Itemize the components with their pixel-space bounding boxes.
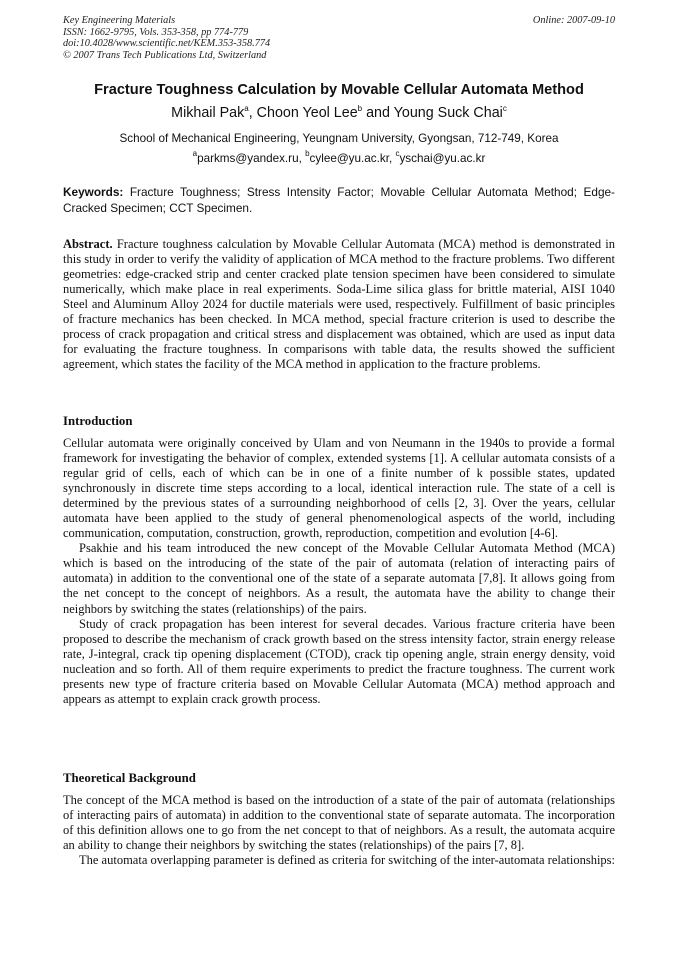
keywords-text: Fracture Toughness; Stress Intensity Factor; Movable Cellular Automata Method; Edge-Cracked Specimen; CCT Specimen.	[63, 185, 615, 215]
author-affil-mark: c	[502, 104, 507, 113]
author-emails	[40, 151, 638, 166]
email-mark: b	[305, 149, 310, 158]
copyright-line: © 2007 Trans Tech Publications Ltd, Switzerland	[63, 49, 267, 61]
author-name: Choon Yeol Lee	[256, 105, 358, 121]
abstract-block	[63, 237, 615, 372]
doi-line[interactable]: doi:10.4028/www.scientific.net/KEM.353-358.774	[63, 38, 271, 50]
paragraph: Cellular automata were originally conceived by Ulam and von Neumann in the 1940s to provide a formal framework for investigating the behavior of complex, extended systems [1]. A cellular automata consists of a regular grid of cells, each of which can be in one of a finite number of k possible states, updated synchronously in discrete time steps according to a local, identical interaction rule. The state of a cell is determined by the previous states of a surrounding neighborhood of cells [2, 3]. Over the years, cellular automata have been applied to the study of general phenomenological aspects of the world, including communication, computation, construction, growth, reproduction, competition and evolution [4-6].	[63, 436, 615, 541]
journal-name: Key Engineering Materials	[63, 15, 176, 26]
email-mark: c	[395, 149, 400, 158]
introduction-body	[63, 436, 615, 707]
abstract-label: Abstract.	[63, 237, 113, 251]
email-link[interactable]: cylee@yu.ac.kr,	[309, 152, 396, 165]
paragraph: The concept of the MCA method is based on the introduction of a state of the pair of automata (relationships of interacting pairs of automata) in addition to the conventional state of separate automata. The incorporation of this definition allows one to go from the net concept to that of neighbors. As a result, the automata acquire an ability to change their neighbors by switching the states (relationships) of the pairs [7, 8].	[63, 793, 615, 853]
author-name: Young Suck Chai	[393, 105, 503, 121]
paragraph: Study of crack propagation has been interest for several decades. Various fracture criteria have been proposed to describe the mechanism of crack growth based on the stress intensity factor, strain energy release rate, J-integral, crack tip opening displacement (CTOD), crack tip opening angle, strain energy density, void nucleation and so forth. All of them require experiments to predict the fracture toughness. The current work presents new type of fracture criteria based on Movable Cellular Automata (MCA) method approach and appears as attempt to explain crack growth process.	[63, 616, 615, 706]
keywords-label: Keywords:	[63, 185, 124, 199]
issn-line: ISSN: 1662-9795, Vols. 353-358, pp 774-779	[63, 26, 249, 38]
author-name: Mikhail Pak	[171, 105, 245, 121]
keywords-block	[63, 184, 615, 216]
email-mark: a	[192, 149, 198, 158]
paragraph: Psakhie and his team introduced the new concept of the Movable Cellular Automata Method (MCA) which is based on the introducing of the state of the pair of automata (relation of interacting pairs of automata) in addition to the conventional one of the state of a separate automata [7,8]. It allows going from the net concept to the concept of neighbors. As a result, the automata have the ability to change their neighbors by switching the states (relationships) of the pairs.	[63, 541, 615, 616]
paper-title: Fracture Toughness Calculation by Movable Cellular Automata Method	[94, 82, 584, 98]
theory-body	[63, 793, 615, 868]
author-separator: ,	[248, 105, 257, 121]
section-heading-theory: Theoretical Background	[63, 771, 196, 785]
author-list	[40, 104, 638, 122]
author-affil-mark: a	[244, 104, 249, 113]
email-link[interactable]: parkms@yandex.ru,	[197, 152, 306, 165]
online-date: Online: 2007-09-10	[532, 15, 615, 26]
author-separator: and	[362, 105, 394, 121]
paragraph: The automata overlapping parameter is defined as criteria for switching of the inter-automata relationships:	[79, 853, 616, 868]
abstract-text: Fracture toughness calculation by Movable Cellular Automata (MCA) method is demonstrated in this study in order to verify the validity of application of MCA method to the fracture problems. Two different geometries: edge-cracked strip and center cracked plate tension specimen have been considered to simulate numerically, which make place in real experiments. Soda-Lime silica glass for brittle material, AISI 1040 Steel and Aluminum Alloy 2024 for ductile materials were used, respectively. Fulfillment of basic principles of fracture mechanics has been checked. In MCA method, special fracture criterion is used to describe the process of crack propagation and critical stress and displacement was obtained, which are used as input data for evaluating the fracture toughness. In comparisons with table data, the results showed the sufficient agreement, which states the facility of the MCA method in application to the fracture problems.	[63, 237, 615, 372]
affiliation: School of Mechanical Engineering, Yeungnam University, Gyongsan, 712-749, Korea	[119, 132, 559, 145]
author-affil-mark: b	[357, 104, 363, 113]
section-heading-introduction: Introduction	[63, 414, 133, 428]
journal-header	[63, 15, 270, 61]
email-link[interactable]: yschai@yu.ac.kr	[399, 152, 486, 165]
